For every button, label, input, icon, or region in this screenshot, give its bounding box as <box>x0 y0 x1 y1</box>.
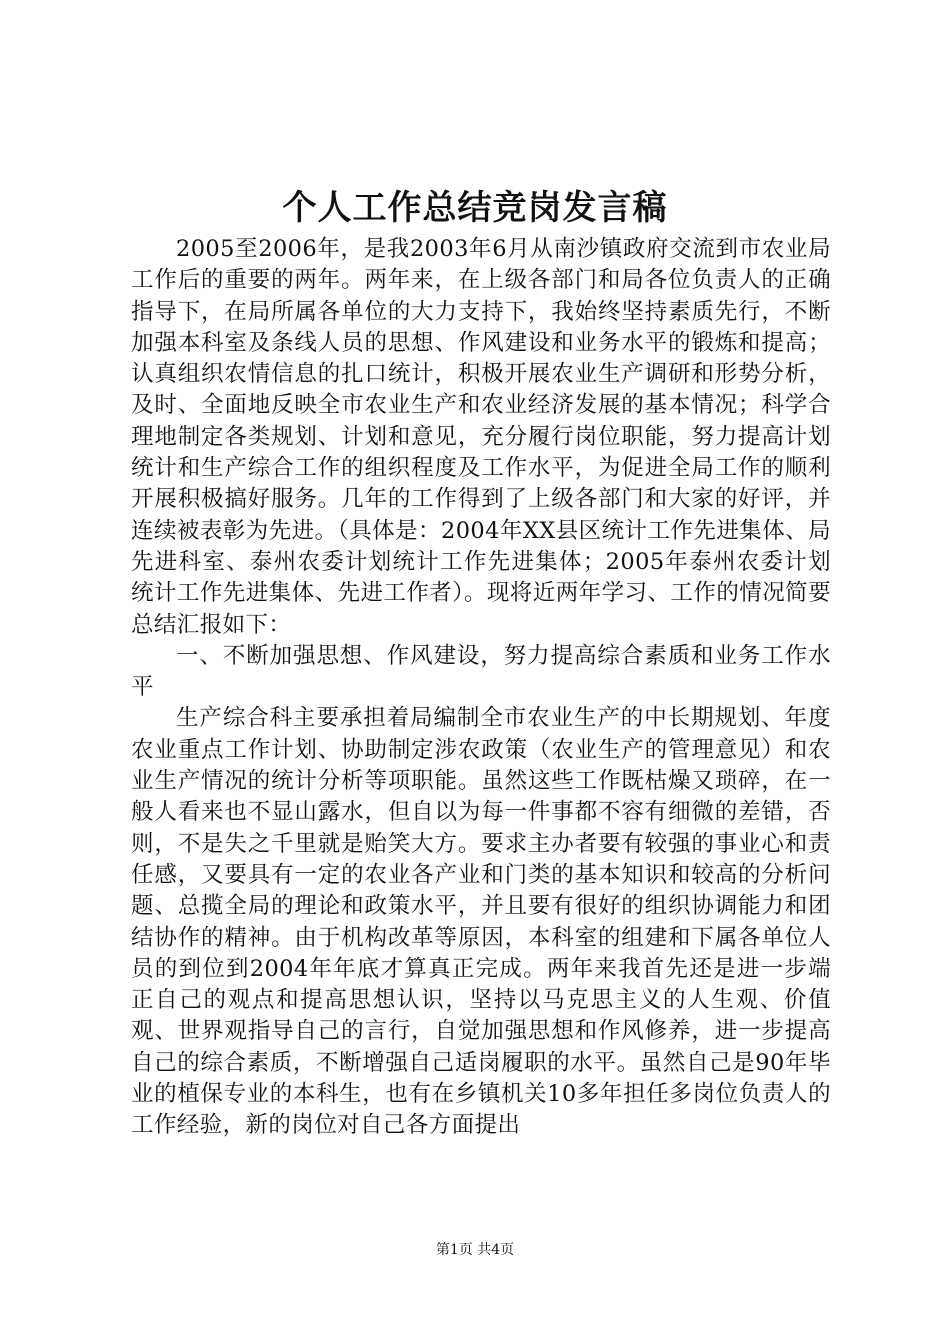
document-body <box>131 234 831 1142</box>
page-number-footer: 第1页 共4页 <box>435 1242 515 1258</box>
paragraph-intro: 2005至2006年，是我2003年6月从南沙镇政府交流到市农业局工作后的重要的两年。两年来，在上级各部门和局各位负责人的正确指导下，在局所属各单位的大力支持下，我始终坚持素质先行，不断加强本科室及条线人员的思想、作风建设和业务水平的锻炼和提高；认真组织农情信息的扎口统计，积极开展农业生产调研和形势分析，及时、全面地反映全市农业生产和农业经济发展的基本情况；科学合理地制定各类规划、计划和意见，充分履行岗位职能，努力提高计划统计和生产综合工作的组织程度及工作水平，为促进全局工作的顺利开展积极搞好服务。几年的工作得到了上级各部门和大家的好评，并连续被表彰为先进。（具体是：2004年XX县区统计工作先进集体、局先进科室、泰州农委计划统计工作先进集体；2005年泰州农委计划统计工作先进集体、先进工作者）。现将近两年学习、工作的情况简要总结汇报如下： <box>131 236 831 638</box>
document-title: 个人工作总结竞岗发言稿 <box>282 188 668 228</box>
section-heading-1: 一、不断加强思想、作风建设，努力提高综合素质和业务工作水平 <box>131 642 831 701</box>
paragraph-section-1: 生产综合科主要承担着局编制全市农业生产的中长期规划、年度农业重点工作计划、协助制定涉农政策（农业生产的管理意见）和农业生产情况的统计分析等项职能。虽然这些工作既枯燥又琐碎，在一般人看来也不显山露水，但自以为每一件事都不容有细微的差错，否则，不是失之千里就是贻笑大方。要求主办者要有较强的事业心和责任感，又要具有一定的农业各产业和门类的基本知识和较高的分析问题、总揽全局的理论和政策水平，并且要有很好的组织协调能力和团结协作的精神。由于机构改革等原因，本科室的组建和下属各单位人员的到位到2004年年底才算真正完成。两年来我首先还是进一步端正自己的观点和提高思想认识，坚持以马克思主义的人生观、价值观、世界观指导自己的言行，自觉加强思想和作风修养，进一步提高自己的综合素质，不断增强自己适岗履职的水平。虽然自己是90年毕业的植保专业的本科生，也有在乡镇机关10多年担任多岗位负责人的工作经验，新的岗位对自己各方面提出 <box>131 705 831 1139</box>
